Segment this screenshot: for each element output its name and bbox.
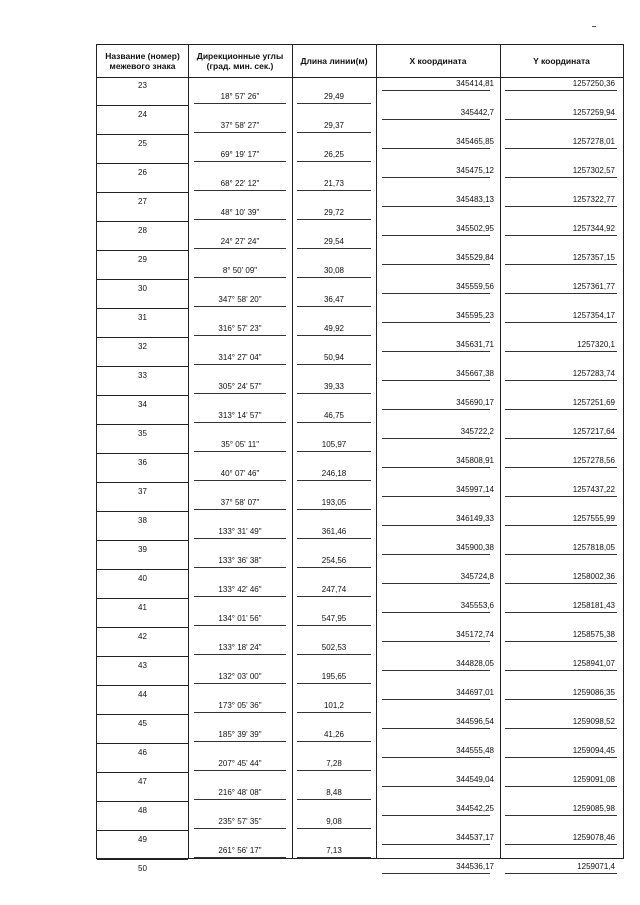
y-coordinate-underline [505, 554, 617, 555]
direction-angle: 235° 57' 35" [218, 817, 262, 826]
y-coordinate: 1257354,17 [572, 311, 615, 320]
line-length-underline [297, 161, 371, 162]
x-coordinate: 345502,95 [456, 224, 494, 233]
x-coordinate: 345808,91 [456, 456, 494, 465]
row-separator [97, 656, 188, 657]
y-coordinate: 1257283,74 [572, 369, 615, 378]
line-length-underline [297, 248, 371, 249]
y-coordinate-underline [505, 409, 617, 410]
point-name: 43 [138, 661, 147, 670]
y-coordinate-underline [505, 728, 617, 729]
direction-angle: 68° 22' 12" [220, 179, 260, 188]
line-length-underline [297, 828, 371, 829]
direction-angle: 347° 58' 20" [218, 295, 262, 304]
direction-angle-underline [194, 277, 286, 278]
direction-angle-underline [194, 364, 286, 365]
direction-angle: 40° 07' 46" [220, 469, 260, 478]
row-separator [97, 482, 188, 483]
line-length-underline [297, 277, 371, 278]
direction-angle: 133° 42' 46" [218, 585, 262, 594]
point-name: 47 [138, 777, 147, 786]
x-coordinate-underline [382, 612, 490, 613]
row-separator [97, 743, 188, 744]
line-length-underline [297, 480, 371, 481]
x-coordinate-underline [382, 554, 490, 555]
direction-angle-underline [194, 132, 286, 133]
x-coordinate: 345172,74 [456, 630, 494, 639]
x-coordinate: 344596,54 [456, 717, 494, 726]
y-coordinate: 1257437,22 [572, 485, 615, 494]
direction-angle-underline [194, 393, 286, 394]
y-coordinate: 1257251,69 [572, 398, 615, 407]
row-separator [97, 337, 188, 338]
line-length: 29,37 [323, 121, 345, 130]
direction-angle-underline [194, 567, 286, 568]
x-coordinate: 345559,56 [456, 282, 494, 291]
line-length: 9,08 [326, 817, 342, 826]
row-separator [97, 569, 188, 570]
line-length: 30,08 [323, 266, 345, 275]
direction-angle: 316° 57' 23" [218, 324, 262, 333]
point-name: 31 [138, 313, 147, 322]
line-length-underline [297, 799, 371, 800]
x-coordinate-underline [382, 293, 490, 294]
x-coordinate-underline [382, 467, 490, 468]
direction-angle: 216° 48' 08" [218, 788, 262, 797]
point-name: 30 [138, 284, 147, 293]
line-length-underline [297, 451, 371, 452]
y-coordinate-underline [505, 264, 617, 265]
x-coordinate-underline [382, 438, 490, 439]
y-coordinate: 1258181,43 [572, 601, 615, 610]
y-coordinate: 1257278,56 [572, 456, 615, 465]
direction-angle-underline [194, 596, 286, 597]
line-length: 49,92 [323, 324, 345, 333]
x-coordinate: 345529,84 [456, 253, 494, 262]
direction-angle-underline [194, 828, 286, 829]
line-length: 36,47 [323, 295, 345, 304]
line-length: 101,2 [323, 701, 345, 710]
row-separator [97, 308, 188, 309]
row-separator [97, 279, 188, 280]
direction-angle: 8° 50' 09" [222, 266, 258, 275]
row-separator [97, 163, 188, 164]
x-coordinate: 345722,2 [460, 427, 494, 436]
y-coordinate: 1257259,94 [572, 108, 615, 117]
x-coordinate-underline [382, 844, 490, 845]
point-name: 36 [138, 458, 147, 467]
line-length-underline [297, 103, 371, 104]
direction-angle-underline [194, 306, 286, 307]
row-separator [97, 511, 188, 512]
y-coordinate: 1257278,01 [572, 137, 615, 146]
line-length: 8,48 [326, 788, 342, 797]
x-coordinate-underline [382, 322, 490, 323]
line-length-underline [297, 770, 371, 771]
row-separator [97, 714, 188, 715]
x-coordinate: 344536,17 [456, 862, 494, 871]
y-coordinate-underline [505, 844, 617, 845]
line-length-underline [297, 741, 371, 742]
row-separator [97, 627, 188, 628]
x-coordinate: 345465,85 [456, 137, 494, 146]
y-coordinate: 1259094,45 [572, 746, 615, 755]
x-coordinate-underline [382, 206, 490, 207]
x-coordinate-underline [382, 583, 490, 584]
direction-angle-underline [194, 509, 286, 510]
x-coordinate-underline [382, 670, 490, 671]
direction-angle: 133° 36' 38" [218, 556, 262, 565]
y-coordinate-underline [505, 119, 617, 120]
x-coordinate-underline [382, 90, 490, 91]
row-separator [97, 830, 188, 831]
row-separator [97, 859, 188, 860]
line-length: 39,33 [323, 382, 345, 391]
direction-angle-underline [194, 770, 286, 771]
y-coordinate-underline [505, 583, 617, 584]
direction-angle-underline [194, 219, 286, 220]
y-coordinate-underline [505, 206, 617, 207]
point-name: 44 [138, 690, 147, 699]
direction-angle: 18° 57' 26" [220, 92, 260, 101]
point-name: 38 [138, 516, 147, 525]
line-length: 195,65 [321, 672, 347, 681]
line-length: 29,49 [323, 92, 345, 101]
point-name: 41 [138, 603, 147, 612]
line-length: 547,95 [321, 614, 347, 623]
point-name: 27 [138, 197, 147, 206]
table-header [97, 44, 623, 78]
x-coordinate: 346149,33 [456, 514, 494, 523]
row-separator [97, 366, 188, 367]
point-name: 49 [138, 835, 147, 844]
x-coordinate-underline [382, 177, 490, 178]
direction-angle: 48° 10' 39" [220, 208, 260, 217]
y-coordinate-underline [505, 670, 617, 671]
line-length: 21,73 [323, 179, 345, 188]
point-name: 32 [138, 342, 147, 351]
row-separator [97, 685, 188, 686]
y-coordinate-underline [505, 322, 617, 323]
line-length-underline [297, 393, 371, 394]
x-coordinate: 345483,13 [456, 195, 494, 204]
y-coordinate-underline [505, 467, 617, 468]
row-separator [97, 598, 188, 599]
point-name: 45 [138, 719, 147, 728]
x-coordinate: 345900,38 [456, 543, 494, 552]
row-separator [97, 453, 188, 454]
y-coordinate-underline [505, 148, 617, 149]
line-length-underline [297, 335, 371, 336]
y-coordinate-underline [505, 699, 617, 700]
direction-angle: 261° 56' 17" [218, 846, 262, 855]
row-separator [97, 134, 188, 135]
direction-angle-underline [194, 538, 286, 539]
point-name: 34 [138, 400, 147, 409]
y-coordinate-underline [505, 90, 617, 91]
x-coordinate-underline [382, 641, 490, 642]
direction-angle-underline [194, 335, 286, 336]
line-length-underline [297, 422, 371, 423]
line-length: 247,74 [321, 585, 347, 594]
direction-angle: 207° 45' 44" [218, 759, 262, 768]
x-coordinate-underline [382, 786, 490, 787]
y-coordinate-underline [505, 815, 617, 816]
direction-angle-underline [194, 625, 286, 626]
y-coordinate-underline [505, 873, 617, 874]
point-name: 40 [138, 574, 147, 583]
y-coordinate: 1257361,77 [572, 282, 615, 291]
y-coordinate: 1259086,35 [572, 688, 615, 697]
line-length-underline [297, 190, 371, 191]
line-length: 193,05 [321, 498, 347, 507]
y-coordinate: 1257217,64 [572, 427, 615, 436]
line-length-underline [297, 364, 371, 365]
x-coordinate-underline [382, 815, 490, 816]
row-separator [97, 105, 188, 106]
line-length-underline [297, 132, 371, 133]
coordinates-table [96, 44, 624, 873]
row-separator [97, 424, 188, 425]
direction-angle: 185° 39' 39" [218, 730, 262, 739]
row-separator [97, 395, 188, 396]
direction-angle-underline [194, 161, 286, 162]
row-separator [97, 540, 188, 541]
x-coordinate-underline [382, 148, 490, 149]
point-name: 26 [138, 168, 147, 177]
y-coordinate: 1259091,08 [572, 775, 615, 784]
line-length-underline [297, 683, 371, 684]
page-corner-mark [592, 26, 596, 27]
direction-angle: 133° 18' 24" [218, 643, 262, 652]
point-name: 33 [138, 371, 147, 380]
y-coordinate: 1257320,1 [577, 340, 615, 349]
y-coordinate: 1259085,98 [572, 804, 615, 813]
direction-angle: 37° 58' 27" [220, 121, 260, 130]
y-coordinate-underline [505, 641, 617, 642]
point-name: 29 [138, 255, 147, 264]
x-coordinate: 345631,71 [456, 340, 494, 349]
y-coordinate: 1259078,46 [572, 833, 615, 842]
y-coordinate-underline [505, 438, 617, 439]
line-length: 41,26 [323, 730, 345, 739]
direction-angle-underline [194, 857, 286, 858]
x-coordinate: 344697,01 [456, 688, 494, 697]
y-coordinate: 1257357,15 [572, 253, 615, 262]
x-coordinate-underline [382, 264, 490, 265]
line-length-underline [297, 306, 371, 307]
line-length: 254,56 [321, 556, 347, 565]
y-coordinate: 1258941,07 [572, 659, 615, 668]
point-name: 35 [138, 429, 147, 438]
point-name: 48 [138, 806, 147, 815]
line-length-underline [297, 712, 371, 713]
x-coordinate-underline [382, 351, 490, 352]
direction-angle: 132° 03' 00" [218, 672, 262, 681]
y-coordinate: 1257555,99 [572, 514, 615, 523]
direction-angle: 314° 27' 04" [218, 353, 262, 362]
x-coordinate-underline [382, 525, 490, 526]
y-coordinate-underline [505, 496, 617, 497]
line-length-underline [297, 538, 371, 539]
x-coordinate: 345724,8 [460, 572, 494, 581]
direction-angle: 35° 05' 11" [220, 440, 260, 449]
x-coordinate: 344542,25 [456, 804, 494, 813]
y-coordinate: 1259098,52 [572, 717, 615, 726]
line-length: 502,53 [321, 643, 347, 652]
x-coordinate: 345553,6 [460, 601, 494, 610]
direction-angle-underline [194, 654, 286, 655]
line-length: 105,97 [321, 440, 347, 449]
header-direction-angle: Дирекционные углы (град. мин. сек.) [196, 51, 284, 71]
x-coordinate-underline [382, 496, 490, 497]
direction-angle-underline [194, 741, 286, 742]
point-name: 23 [138, 81, 147, 90]
direction-angle: 305° 24' 57" [218, 382, 262, 391]
direction-angle: 37° 58' 07" [220, 498, 260, 507]
y-coordinate-underline [505, 293, 617, 294]
point-name: 46 [138, 748, 147, 757]
line-length: 26,25 [323, 150, 345, 159]
x-coordinate-underline [382, 757, 490, 758]
y-coordinate: 1258575,38 [572, 630, 615, 639]
header-y-coordinate: Y координата [533, 56, 590, 66]
x-coordinate-underline [382, 699, 490, 700]
point-name: 42 [138, 632, 147, 641]
line-length: 7,13 [326, 846, 342, 855]
y-coordinate: 1259071,4 [577, 862, 615, 871]
point-name: 25 [138, 139, 147, 148]
y-coordinate: 1257250,36 [572, 79, 615, 88]
x-coordinate: 344828,05 [456, 659, 494, 668]
y-coordinate-underline [505, 351, 617, 352]
direction-angle-underline [194, 712, 286, 713]
y-coordinate: 1257302,57 [572, 166, 615, 175]
line-length: 361,46 [321, 527, 347, 536]
point-name: 24 [138, 110, 147, 119]
direction-angle-underline [194, 422, 286, 423]
point-name: 39 [138, 545, 147, 554]
direction-angle: 313° 14' 57" [218, 411, 262, 420]
y-coordinate-underline [505, 380, 617, 381]
x-coordinate-underline [382, 380, 490, 381]
y-coordinate-underline [505, 786, 617, 787]
direction-angle-underline [194, 190, 286, 191]
y-coordinate-underline [505, 177, 617, 178]
row-separator [97, 772, 188, 773]
y-coordinate: 1258002,36 [572, 572, 615, 581]
direction-angle: 173° 05' 36" [218, 701, 262, 710]
direction-angle-underline [194, 799, 286, 800]
x-coordinate: 345442,7 [460, 108, 494, 117]
point-name: 50 [138, 864, 147, 873]
x-coordinate: 345414,81 [456, 79, 494, 88]
x-coordinate: 345997,14 [456, 485, 494, 494]
y-coordinate-underline [505, 612, 617, 613]
line-length-underline [297, 654, 371, 655]
x-coordinate-underline [382, 235, 490, 236]
row-separator [97, 250, 188, 251]
x-coordinate-underline [382, 409, 490, 410]
row-separator [97, 801, 188, 802]
header-x-coordinate: X координата [409, 56, 467, 66]
y-coordinate-underline [505, 235, 617, 236]
x-coordinate-underline [382, 728, 490, 729]
x-coordinate: 344537,17 [456, 833, 494, 842]
line-length-underline [297, 596, 371, 597]
y-coordinate-underline [505, 757, 617, 758]
header-line-length: Длина линии(м) [300, 56, 368, 66]
line-length-underline [297, 625, 371, 626]
direction-angle: 134° 01' 56" [218, 614, 262, 623]
line-length: 246,18 [321, 469, 347, 478]
x-coordinate-underline [382, 119, 490, 120]
line-length: 7,28 [326, 759, 342, 768]
line-length: 29,72 [323, 208, 345, 217]
x-coordinate: 344555,48 [456, 746, 494, 755]
direction-angle: 24° 27' 24" [220, 237, 260, 246]
line-length-underline [297, 219, 371, 220]
line-length: 29,54 [323, 237, 345, 246]
line-length-underline [297, 857, 371, 858]
line-length-underline [297, 509, 371, 510]
direction-angle-underline [194, 480, 286, 481]
x-coordinate-underline [382, 873, 490, 874]
point-name: 37 [138, 487, 147, 496]
x-coordinate: 344549,04 [456, 775, 494, 784]
y-coordinate-underline [505, 525, 617, 526]
direction-angle-underline [194, 248, 286, 249]
direction-angle-underline [194, 683, 286, 684]
direction-angle: 69° 19' 17" [220, 150, 260, 159]
line-length: 50,94 [323, 353, 345, 362]
x-coordinate: 345475,12 [456, 166, 494, 175]
y-coordinate: 1257818,05 [572, 543, 615, 552]
line-length: 46,75 [323, 411, 345, 420]
y-coordinate: 1257322,77 [572, 195, 615, 204]
row-separator [97, 192, 188, 193]
direction-angle-underline [194, 103, 286, 104]
point-name: 28 [138, 226, 147, 235]
direction-angle: 133° 31' 49" [218, 527, 262, 536]
line-length-underline [297, 567, 371, 568]
header-point-name: Название (номер) межевого знака [105, 51, 180, 71]
x-coordinate: 345690,17 [456, 398, 494, 407]
direction-angle-underline [194, 451, 286, 452]
y-coordinate: 1257344,92 [572, 224, 615, 233]
x-coordinate: 345667,38 [456, 369, 494, 378]
row-separator [97, 221, 188, 222]
x-coordinate: 345595,23 [456, 311, 494, 320]
